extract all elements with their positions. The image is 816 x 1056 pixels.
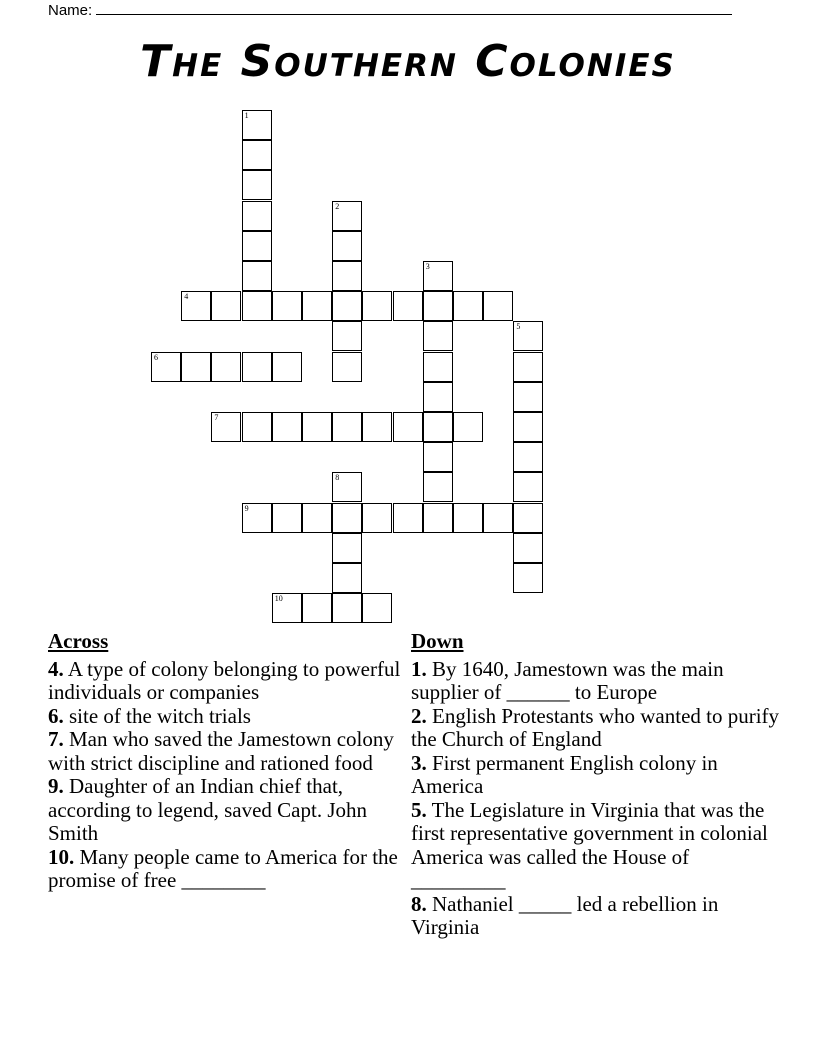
grid-cell[interactable] [332, 291, 362, 321]
cell-number: 6 [154, 352, 158, 362]
clue-down-8 [411, 893, 781, 940]
grid-cell[interactable] [242, 412, 272, 442]
grid-cell[interactable] [151, 352, 181, 382]
cell-number: 10 [274, 594, 283, 604]
grid-cell[interactable] [453, 412, 483, 442]
clue-across-7 [48, 728, 408, 775]
grid-cell[interactable] [513, 321, 543, 351]
grid-cell[interactable] [513, 352, 543, 382]
grid-cell[interactable] [513, 533, 543, 563]
grid-cell[interactable] [423, 382, 453, 412]
clue-text: English Protestants who wanted to purify the Church of England [411, 703, 780, 751]
grid-cell[interactable] [423, 261, 453, 291]
grid-cell[interactable] [423, 352, 453, 382]
clue-number: 10. [48, 844, 75, 869]
grid-cell[interactable] [242, 291, 272, 321]
cell-number: 2 [335, 201, 340, 211]
cell-number: 7 [214, 413, 219, 422]
grid-cell[interactable] [423, 472, 453, 502]
grid-cell[interactable] [181, 352, 211, 382]
grid-cell[interactable] [513, 412, 543, 442]
cell-number: 9 [244, 503, 249, 513]
grid-cell[interactable] [423, 503, 453, 533]
name-label: Name: [48, 2, 93, 19]
grid-cell[interactable] [513, 382, 543, 412]
cell-number: 8 [335, 473, 340, 483]
clue-number: 8. [411, 891, 427, 916]
clue-number: 7. [48, 727, 64, 751]
grid-cell[interactable] [453, 503, 483, 533]
grid-cell[interactable] [332, 503, 362, 533]
cell-number: 4 [184, 292, 189, 302]
clue-number: 1. [411, 656, 427, 681]
grid-cell[interactable] [211, 352, 241, 382]
grid-cell[interactable] [483, 503, 513, 533]
clue-text: First permanent English colony in America [411, 750, 718, 798]
grid-cell[interactable] [242, 170, 272, 200]
grid-cell[interactable] [211, 291, 241, 321]
grid-cell[interactable] [423, 412, 453, 442]
clue-down-3 [411, 752, 781, 799]
clue-number: 6. [48, 703, 64, 728]
grid-cell[interactable] [362, 291, 392, 321]
grid-cell[interactable] [302, 593, 332, 623]
grid-cell[interactable] [242, 140, 272, 170]
clue-text: The Legislature in Virginia that was the first representative government in colonial America was called the House of _________ [411, 797, 768, 892]
cell-number: 5 [516, 322, 521, 332]
clue-number: 9. [48, 774, 64, 798]
grid-cell[interactable] [393, 412, 423, 442]
clue-number: 3. [411, 750, 427, 775]
grid-cell[interactable] [332, 352, 362, 382]
grid-cell[interactable] [453, 291, 483, 321]
grid-cell[interactable] [332, 563, 362, 593]
clue-text: Daughter of an Indian chief that, according to legend, saved Capt. John Smith [48, 774, 367, 845]
grid-cell[interactable] [242, 503, 272, 533]
grid-cell[interactable] [332, 201, 362, 231]
grid-cell[interactable] [272, 412, 302, 442]
grid-cell[interactable] [242, 201, 272, 231]
grid-cell[interactable] [332, 231, 362, 261]
grid-cell[interactable] [513, 442, 543, 472]
grid-cell[interactable] [362, 593, 392, 623]
grid-cell[interactable] [332, 412, 362, 442]
grid-cell[interactable] [362, 412, 392, 442]
grid-cell[interactable] [302, 503, 332, 533]
grid-cell[interactable] [393, 503, 423, 533]
grid-cell[interactable] [181, 291, 211, 321]
grid-cell[interactable] [332, 261, 362, 291]
grid-cell[interactable] [272, 291, 302, 321]
clue-text: Many people came to America for the promise of free ________ [48, 844, 398, 892]
grid-cell[interactable] [483, 291, 513, 321]
clue-across-9 [48, 775, 408, 846]
clue-down-2 [411, 705, 781, 752]
clue-down-1 [411, 658, 781, 705]
grid-cell[interactable] [242, 231, 272, 261]
clue-text: site of the witch trials [69, 703, 251, 728]
grid-cell[interactable] [302, 412, 332, 442]
grid-cell[interactable] [211, 412, 241, 442]
grid-cell[interactable] [513, 503, 543, 533]
cell-number: 3 [425, 262, 430, 271]
clue-text: Man who saved the Jamestown colony with strict discipline and rationed food [48, 727, 394, 775]
grid-cell[interactable] [242, 352, 272, 382]
page-title: The Southern Colonies [140, 36, 676, 87]
grid-cell[interactable] [272, 352, 302, 382]
grid-cell[interactable] [423, 321, 453, 351]
cell-number: 1 [244, 111, 249, 120]
grid-cell[interactable] [362, 503, 392, 533]
across-heading: Across [48, 629, 109, 653]
grid-cell[interactable] [302, 291, 332, 321]
grid-cell[interactable] [332, 472, 362, 502]
grid-cell[interactable] [332, 593, 362, 623]
clue-across-6 [48, 705, 408, 729]
grid-cell[interactable] [242, 110, 272, 140]
grid-cell[interactable] [332, 321, 362, 351]
grid-cell[interactable] [332, 533, 362, 563]
clue-across-4 [48, 658, 408, 705]
grid-cell[interactable] [272, 593, 302, 623]
clue-across-10 [48, 846, 408, 893]
clue-number: 2. [411, 703, 427, 728]
grid-cell[interactable] [242, 261, 272, 291]
clue-number: 4. [48, 656, 64, 681]
clue-down-5 [411, 799, 781, 893]
down-clues [411, 630, 781, 940]
grid-cell[interactable] [393, 291, 423, 321]
clue-text: Nathaniel _____ led a rebellion in Virginia [411, 891, 719, 939]
across-clues [48, 630, 408, 893]
clue-text: A type of colony belonging to powerful individuals or companies [48, 656, 401, 704]
down-heading: Down [411, 629, 464, 653]
grid-cell[interactable] [272, 503, 302, 533]
grid-cell[interactable] [423, 291, 453, 321]
grid-cell[interactable] [423, 442, 453, 472]
grid-cell[interactable] [513, 472, 543, 502]
clue-number: 5. [411, 797, 427, 822]
clue-text: By 1640, Jamestown was the main supplier of ______ to Europe [411, 656, 724, 704]
grid-cell[interactable] [513, 563, 543, 593]
